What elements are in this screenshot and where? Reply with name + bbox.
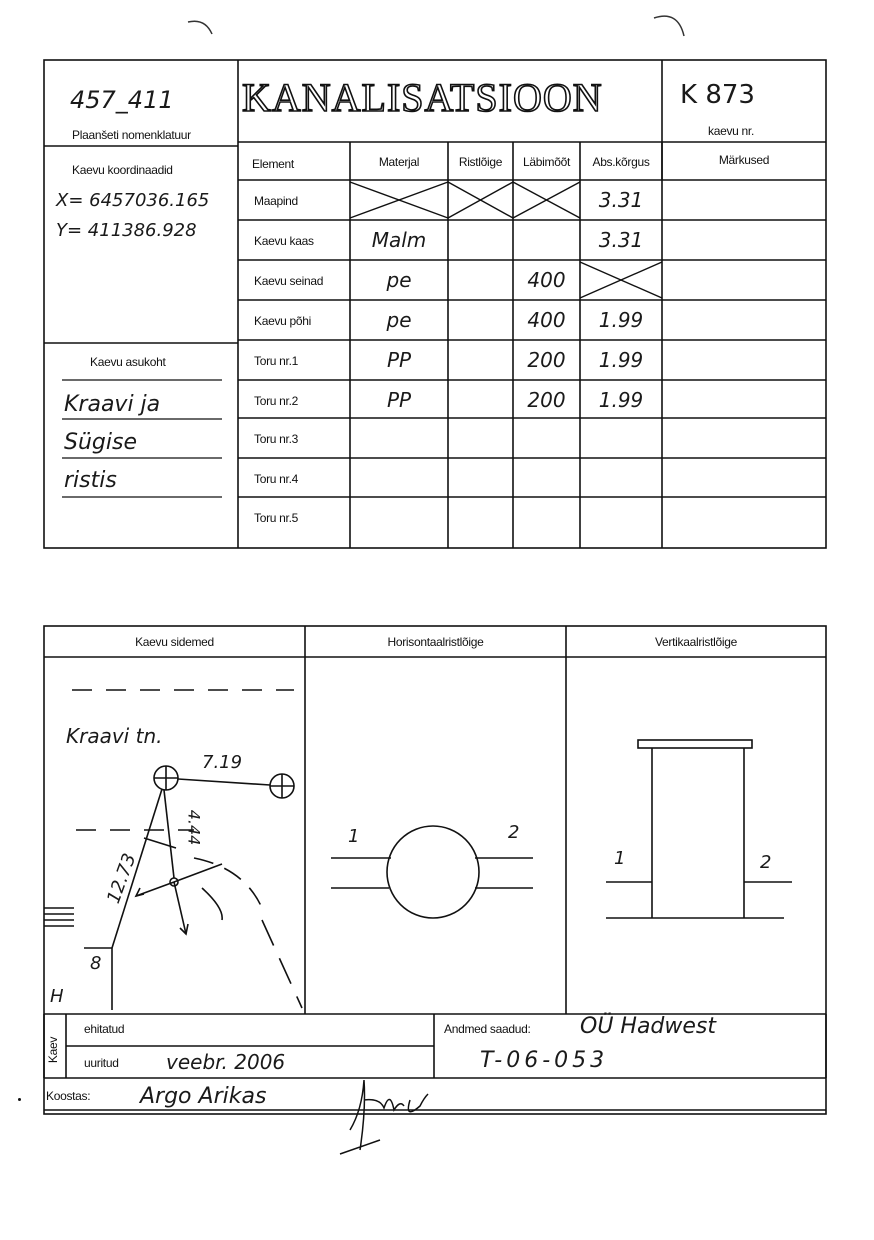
coordinates-label: Kaevu koordinaadid [72,163,173,177]
surveyed-value: veebr. 2006 [166,1050,286,1074]
stray-dot [18,1098,21,1101]
location-label: Kaevu asukoht [90,355,166,369]
author-value: Argo Arikas [140,1084,267,1109]
street-name: Kraavi tn. [66,724,163,748]
corner-letter: H [50,986,64,1007]
table-row-material: PP [386,388,412,412]
table-row-height: 1.99 [598,348,644,372]
coordinate-y: Y= 411386.928 [56,220,197,241]
author-label: Koostas: [46,1089,91,1103]
coordinate-x: X= 6457036.165 [56,190,210,211]
column-header-height: Abs.kõrgus [592,155,650,169]
location-line: Kraavi ja [64,392,161,417]
column-header-cross-section: Ristlõige [458,155,503,169]
table-row-height: 1.99 [598,388,644,412]
horizontal-section-label: Horisontaalristlõige [387,635,484,649]
table-row-height: 1.99 [598,308,644,332]
pipe-number: 1 [614,848,626,869]
table-row-diameter: 400 [527,268,566,292]
column-header-element: Element [252,157,294,171]
table-row-height: 3.31 [598,188,644,212]
table-row-diameter: 200 [527,348,566,372]
map-sheet-value: 457_411 [70,86,174,114]
table-row-element: Kaevu põhi [254,314,312,328]
table-row-diameter: 200 [527,388,566,412]
pipe-number: 2 [508,822,520,843]
well-number-value: K 873 [680,80,755,110]
table-row-diameter: 400 [527,308,566,332]
vertical-section-label: Vertikaalristlõige [655,635,737,649]
well-number-label: kaevu nr. [708,124,754,138]
table-row-element: Toru nr.4 [254,472,298,486]
map-sheet-label: Plaanšeti nomenklatuur [72,128,191,142]
links-label: Kaevu sidemed [135,635,214,649]
table-row-material: PP [386,348,412,372]
column-header-notes: Märkused [718,153,770,167]
table-row-element: Toru nr.5 [254,511,298,525]
table-row-element: Kaevu kaas [254,234,314,248]
table-row-material: pe [386,268,412,292]
distance-value: 4.44 [184,809,204,846]
distance-value: 12.73 [103,850,141,907]
table-row-element: Maapind [254,194,298,208]
table-row-element: Toru nr.2 [254,394,298,408]
data-source-code: T-06-053 [480,1048,609,1073]
vertical-section-drawing [566,658,826,1014]
page-title: KANALISATSIOON [242,75,603,120]
horizontal-section-drawing [305,658,566,1014]
column-header-material: Materjal [378,155,420,169]
table-row-element: Kaevu seinad [254,274,324,288]
column-header-diameter: Läbimõõt [523,155,570,169]
well-links-sketch [44,658,305,1014]
table-row-material: Malm [371,228,427,252]
pipe-number: 1 [348,826,360,847]
table-row-material: pe [386,308,412,332]
table-row-height: 3.31 [598,228,644,252]
surveyed-label: uuritud [84,1056,119,1070]
table-row-element: Toru nr.1 [254,354,298,368]
distance-value: 8 [90,953,102,974]
table-row-element: Toru nr.3 [254,432,298,446]
data-source-value: OÜ Hadwest [580,1014,717,1039]
location-line: Sügise [64,430,137,455]
signature [320,1070,450,1160]
built-label: ehitatud [84,1022,125,1036]
distance-value: 7.19 [202,752,243,773]
location-line: ristis [64,468,117,493]
data-source-label: Andmed saadud: [444,1022,531,1036]
footer-side-label: Kaev [46,1036,61,1064]
pipe-number: 2 [760,852,772,873]
